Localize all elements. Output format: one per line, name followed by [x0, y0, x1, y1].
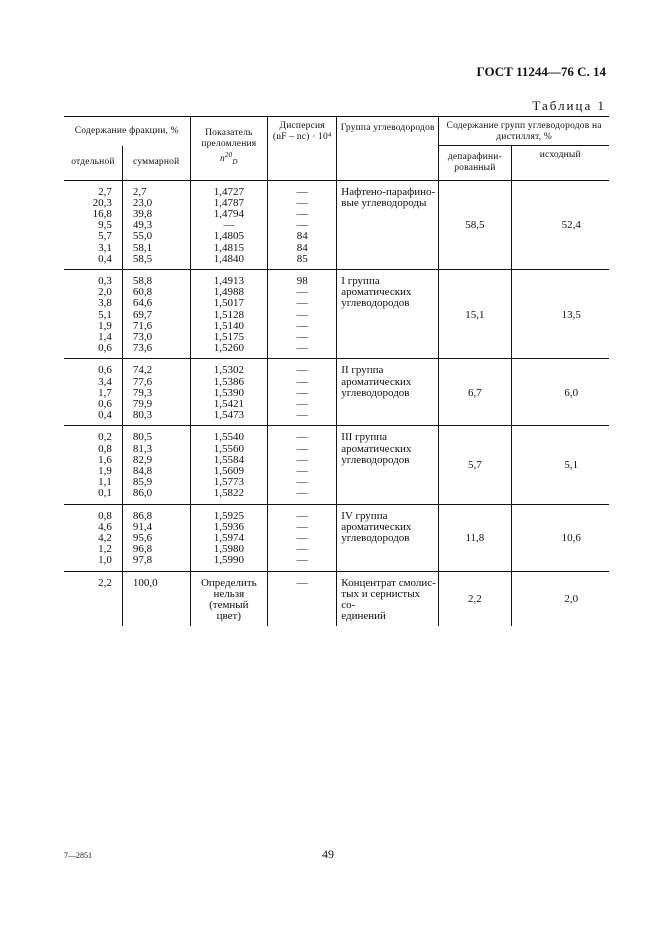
cell-line: — [296, 487, 308, 500]
cell-line: 5,7 [98, 230, 112, 243]
header-refraction-label: Показатель преломления [201, 128, 257, 150]
col-dispersion [268, 269, 337, 358]
cell-line: — [296, 476, 308, 489]
cell-line: — [296, 219, 308, 232]
col-original: 13,5 [511, 269, 609, 358]
col-dispersion [268, 571, 337, 626]
col-dewaxed: 11,8 [439, 504, 511, 571]
cell-line: 82,9 [132, 453, 153, 466]
cell-line: 58,1 [132, 241, 153, 254]
cell-line: — [296, 543, 308, 556]
col-dispersion [268, 359, 337, 426]
col-refraction [190, 426, 268, 504]
cell-line: Определить [200, 576, 257, 589]
cell-line: 86,0 [132, 487, 153, 500]
cell-line: единений [341, 610, 386, 623]
cell-line: 4,6 [98, 520, 112, 533]
cell-line: — [296, 464, 308, 477]
col-original: 5,1 [511, 426, 609, 504]
header-fraction-content: Содержание фракции, % [64, 117, 190, 146]
header-refraction [190, 117, 268, 181]
cell-line: 4,2 [98, 531, 112, 544]
cell-line: — [296, 207, 308, 220]
col-dewaxed: 58,5 [439, 180, 511, 269]
cell-line: 58,8 [132, 274, 153, 287]
header-cumulative: суммарной [122, 146, 190, 181]
cell-line: 84 [296, 241, 308, 254]
header-group-content: Содержание групп углеводородов на дистиллят, % [439, 117, 609, 146]
cell-line: ароматических [341, 375, 412, 388]
cell-line: 81,3 [132, 442, 153, 455]
cell-line: — [296, 442, 308, 455]
cell-line: 1,4787 [213, 196, 244, 209]
col-cumulative [122, 359, 190, 426]
cell-line: 1,5140 [213, 319, 244, 332]
cell-line: углеводородов [341, 297, 410, 310]
cell-line: II группа [341, 364, 384, 377]
cell-line: 1,4794 [213, 207, 244, 220]
cell-line: 1,5560 [213, 442, 244, 455]
cell-line: — [296, 196, 308, 209]
cell-line: 23,0 [132, 196, 153, 209]
cell-line: (темный [209, 599, 249, 611]
cell-line: 2,2 [98, 576, 112, 589]
col-individual [64, 269, 122, 358]
cell-line: 1,5390 [213, 386, 244, 399]
cell-line: — [296, 397, 308, 410]
print-code: 7—2851 [64, 851, 92, 860]
cell-line: 3,1 [98, 241, 112, 254]
cell-line: 1,5980 [213, 543, 244, 556]
cell-line: 79,9 [132, 397, 153, 410]
cell-line: 1,5175 [213, 330, 244, 343]
cell-line: 1,5128 [213, 308, 244, 321]
cell-line: 64,6 [132, 297, 153, 310]
cell-line: — [296, 531, 308, 544]
col-dispersion [268, 180, 337, 269]
cell-line: — [296, 409, 308, 422]
cell-line: — [296, 364, 308, 377]
cell-line: 2,7 [132, 185, 147, 198]
cell-line: I группа [341, 274, 380, 287]
cell-line: 1,5584 [213, 453, 244, 466]
document-reference: ГОСТ 11244—76 С. 14 [476, 64, 606, 79]
cell-line: 1,5822 [213, 487, 244, 500]
col-hydrocarbon-group [337, 504, 439, 571]
cell-line: 96,8 [132, 543, 153, 556]
cell-line: 39,8 [132, 207, 153, 220]
col-refraction [190, 504, 268, 571]
cell-line: 1,5540 [213, 431, 244, 444]
cell-line: 1,5302 [213, 364, 244, 377]
cell-line: 0,8 [98, 509, 112, 522]
col-original: 6,0 [511, 359, 609, 426]
page-number: 49 [322, 847, 334, 861]
cell-line: 0,1 [98, 487, 112, 500]
header-dispersion-formula: (nF – nc) · 10⁴ [272, 132, 332, 142]
cell-line: 85,9 [132, 476, 153, 489]
cell-line: 84,8 [132, 464, 153, 477]
cell-line: вые углеводороды [341, 196, 427, 209]
cell-line: 1,5473 [213, 409, 244, 422]
cell-line: 1,4913 [213, 274, 244, 287]
cell-line: 2,7 [98, 185, 112, 198]
cell-line: 71,6 [132, 319, 153, 332]
col-individual [64, 571, 122, 626]
cell-line: — [296, 520, 308, 533]
cell-line: 73,0 [132, 330, 153, 343]
header-original: исходный [511, 146, 609, 181]
cell-line: 0,8 [98, 442, 112, 455]
cell-line: 0,4 [98, 409, 112, 422]
cell-line: — [296, 386, 308, 399]
cell-line: — [223, 219, 235, 232]
col-cumulative [122, 426, 190, 504]
cell-line: — [296, 375, 308, 388]
col-dewaxed: 15,1 [439, 269, 511, 358]
cell-line: 1,4805 [213, 230, 244, 243]
cell-line: нельзя [213, 587, 245, 600]
cell-line: 1,5974 [213, 531, 244, 544]
cell-line: 79,3 [132, 386, 153, 399]
cell-line: 1,5421 [213, 397, 244, 410]
cell-line: тых и сернистых со- [341, 587, 421, 611]
table-row [64, 269, 609, 358]
cell-line: — [296, 286, 308, 299]
cell-line: 1,5990 [213, 554, 244, 567]
cell-line: цвет) [216, 610, 242, 623]
header-hydrocarbon-group: Группа углеводородов [337, 117, 439, 181]
col-refraction [190, 359, 268, 426]
col-cumulative [122, 571, 190, 626]
col-cumulative [122, 269, 190, 358]
col-dewaxed: 2,2 [439, 571, 511, 626]
cell-line: 85 [296, 252, 308, 265]
cell-line: 100,0 [132, 576, 158, 589]
cell-line: 1,0 [98, 554, 112, 567]
cell-line: 58,5 [132, 252, 153, 265]
cell-line: 84 [296, 230, 308, 243]
cell-line: 97,8 [132, 554, 153, 567]
cell-line: — [296, 342, 308, 355]
header-dispersion-label: Дисперсия [279, 121, 325, 131]
cell-line: 86,8 [132, 509, 153, 522]
cell-line: 9,5 [98, 219, 112, 232]
cell-line: 1,1 [98, 476, 112, 489]
cell-line: 3,4 [98, 375, 112, 388]
cell-line: 1,6 [98, 453, 112, 466]
col-cumulative [122, 504, 190, 571]
cell-line: 1,4988 [213, 286, 244, 299]
cell-line: ароматических [341, 286, 412, 299]
cell-line: 55,0 [132, 230, 153, 243]
table-row [64, 426, 609, 504]
col-refraction [190, 571, 268, 626]
cell-line: 1,2 [98, 543, 112, 556]
cell-line: 0,2 [98, 431, 112, 444]
cell-line: Нафтено-парафино- [341, 185, 436, 198]
cell-line: 74,2 [132, 364, 153, 377]
cell-line: 0,3 [98, 274, 112, 287]
cell-line: углеводородов [341, 453, 410, 466]
cell-line: 98 [296, 274, 308, 287]
table-row [64, 571, 609, 626]
cell-line: 1,9 [98, 319, 112, 332]
cell-line: 1,9 [98, 464, 112, 477]
cell-line: 95,6 [132, 531, 153, 544]
cell-line: 20,3 [92, 196, 112, 209]
col-individual [64, 180, 122, 269]
col-individual [64, 359, 122, 426]
cell-line: 80,3 [132, 409, 153, 422]
cell-line: 1,5017 [213, 297, 244, 310]
col-original: 52,4 [511, 180, 609, 269]
col-hydrocarbon-group [337, 359, 439, 426]
cell-line: IV группа [341, 509, 388, 522]
cell-line: — [296, 431, 308, 444]
header-dispersion [268, 117, 337, 181]
cell-line: — [296, 509, 308, 522]
cell-line: — [296, 308, 308, 321]
table-row [64, 359, 609, 426]
cell-line: 60,8 [132, 286, 153, 299]
cell-line: 1,4840 [213, 252, 244, 265]
table-caption: Таблица 1 [532, 98, 606, 113]
cell-line: 3,8 [98, 297, 112, 310]
cell-line: 91,4 [132, 520, 153, 533]
col-hydrocarbon-group [337, 269, 439, 358]
header-individual: отдельной [71, 157, 115, 167]
cell-line: 1,5773 [213, 476, 244, 489]
cell-line: 0,6 [98, 342, 112, 355]
cell-line: — [296, 554, 308, 567]
cell-line: — [296, 185, 308, 198]
data-table [64, 116, 609, 626]
cell-line: — [296, 319, 308, 332]
cell-line: 1,7 [98, 386, 112, 399]
col-original: 10,6 [511, 504, 609, 571]
header-refraction-symbol: $n^{20}_D$ [220, 151, 238, 167]
cell-line: 0,6 [98, 364, 112, 377]
cell-line: 1,4815 [213, 241, 244, 254]
cell-line: 1,5260 [213, 342, 244, 355]
cell-line: 5,1 [98, 308, 112, 321]
cell-line: углеводородов [341, 531, 410, 544]
cell-line: ароматических [341, 442, 412, 455]
col-hydrocarbon-group [337, 426, 439, 504]
table-row [64, 504, 609, 571]
cell-line: III группа [341, 431, 388, 444]
table-row [64, 180, 609, 269]
cell-line: 69,7 [132, 308, 153, 321]
cell-line: 77,6 [132, 375, 153, 388]
col-hydrocarbon-group [337, 180, 439, 269]
cell-line: 2,0 [98, 286, 112, 299]
cell-line: 1,4727 [213, 185, 244, 198]
cell-line: 0,4 [98, 252, 112, 265]
cell-line: Концентрат смолис- [341, 576, 436, 589]
cell-line: 16,8 [92, 207, 112, 220]
col-dispersion [268, 504, 337, 571]
col-hydrocarbon-group [337, 571, 439, 626]
cell-line: — [296, 297, 308, 310]
header-dewaxed: депарафини-рованный [439, 146, 511, 181]
cell-line: 1,5936 [213, 520, 244, 533]
cell-line: 80,5 [132, 431, 153, 444]
col-individual [64, 504, 122, 571]
cell-line: 0,6 [98, 397, 112, 410]
cell-line: 1,4 [98, 330, 112, 343]
col-individual [64, 426, 122, 504]
cell-line: 49,3 [132, 219, 153, 232]
cell-line: углеводородов [341, 386, 410, 399]
col-dispersion [268, 426, 337, 504]
cell-line: — [296, 453, 308, 466]
cell-line: 1,5609 [213, 464, 244, 477]
cell-line: — [296, 576, 308, 589]
cell-line: 1,5386 [213, 375, 244, 388]
col-refraction [190, 269, 268, 358]
col-original: 2,0 [511, 571, 609, 626]
col-dewaxed: 6,7 [439, 359, 511, 426]
cell-line: ароматических [341, 520, 412, 533]
col-dewaxed: 5,7 [439, 426, 511, 504]
cell-line: 1,5925 [213, 509, 244, 522]
col-refraction [190, 180, 268, 269]
cell-line: 73,6 [132, 342, 153, 355]
cell-line: — [296, 330, 308, 343]
col-cumulative [122, 180, 190, 269]
